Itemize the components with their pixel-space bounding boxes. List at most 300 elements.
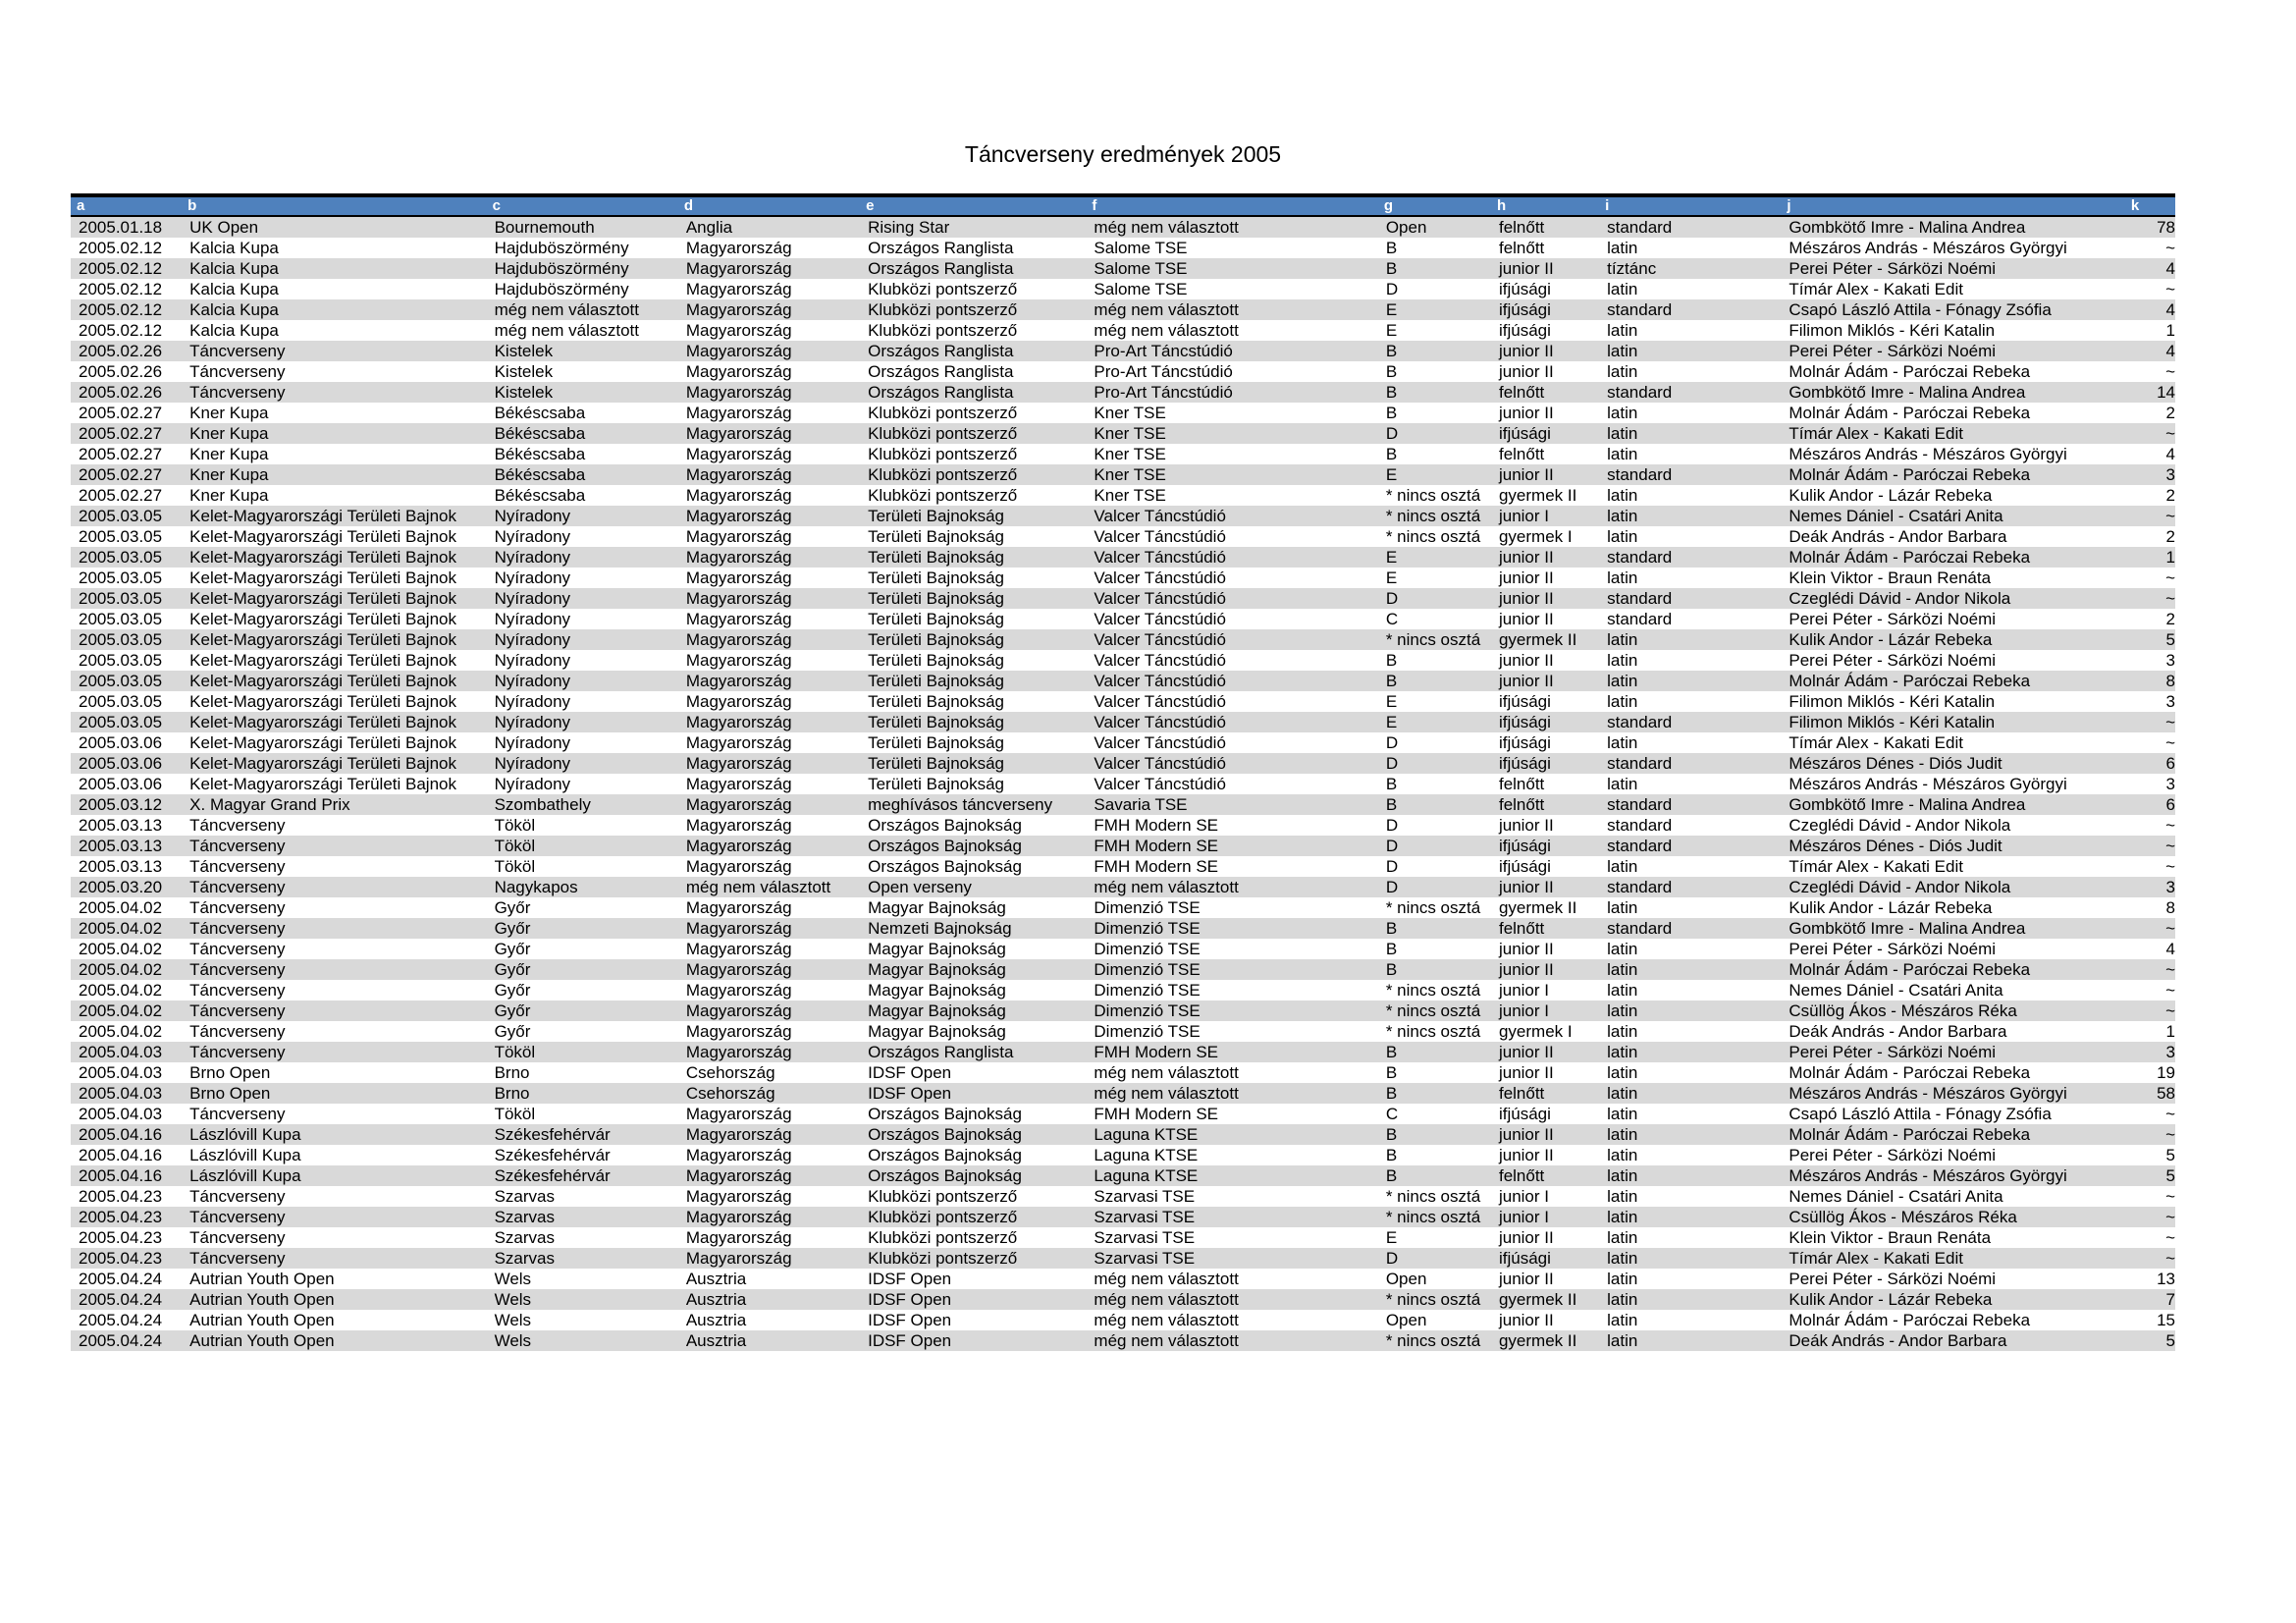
table-row — [71, 1021, 2175, 1042]
cell-i: latin — [1599, 1021, 1781, 1042]
cell-k: ~ — [2125, 959, 2175, 980]
cell-b: Kalcia Kupa — [182, 320, 486, 341]
cell-k: 3 — [2125, 650, 2175, 671]
cell-g: D — [1378, 836, 1491, 856]
table-row — [71, 485, 2175, 506]
cell-c: Szarvas — [487, 1248, 678, 1269]
table-row — [71, 526, 2175, 547]
cell-b: Táncverseny — [182, 815, 486, 836]
cell-h: junior II — [1491, 1062, 1599, 1083]
cell-k: 2 — [2125, 403, 2175, 423]
cell-a: 2005.03.05 — [71, 506, 182, 526]
cell-f: Valcer Táncstúdió — [1086, 712, 1377, 732]
cell-j: Molnár Ádám - Paróczai Rebeka — [1781, 1124, 2124, 1145]
column-header-j: j — [1781, 195, 2124, 216]
cell-b: Táncverseny — [182, 1207, 486, 1227]
cell-c: Szombathely — [487, 794, 678, 815]
cell-a: 2005.03.13 — [71, 815, 182, 836]
cell-c: Szarvas — [487, 1207, 678, 1227]
cell-i: latin — [1599, 361, 1781, 382]
cell-c: Nyíradony — [487, 609, 678, 629]
cell-g: B — [1378, 258, 1491, 279]
cell-k: ~ — [2125, 1104, 2175, 1124]
cell-a: 2005.02.27 — [71, 485, 182, 506]
cell-e: Országos Ranglista — [860, 238, 1086, 258]
cell-e: Területi Bajnokság — [860, 732, 1086, 753]
cell-e: Területi Bajnokság — [860, 671, 1086, 691]
cell-h: junior I — [1491, 1001, 1599, 1021]
table-row — [71, 1083, 2175, 1104]
cell-a: 2005.02.27 — [71, 403, 182, 423]
cell-g: E — [1378, 320, 1491, 341]
cell-f: Valcer Táncstúdió — [1086, 629, 1377, 650]
cell-g: * nincs osztá — [1378, 1207, 1491, 1227]
cell-d: Magyarország — [678, 836, 860, 856]
cell-c: Kistelek — [487, 361, 678, 382]
cell-k: 13 — [2125, 1269, 2175, 1289]
cell-h: junior II — [1491, 815, 1599, 836]
cell-k: 4 — [2125, 444, 2175, 464]
cell-g: B — [1378, 403, 1491, 423]
cell-j: Mészáros András - Mészáros Györgyi — [1781, 774, 2124, 794]
cell-b: Kalcia Kupa — [182, 258, 486, 279]
cell-b: Kner Kupa — [182, 464, 486, 485]
cell-a: 2005.02.27 — [71, 423, 182, 444]
cell-d: Magyarország — [678, 279, 860, 299]
cell-h: felnőtt — [1491, 918, 1599, 939]
cell-k: ~ — [2125, 856, 2175, 877]
cell-g: B — [1378, 238, 1491, 258]
cell-a: 2005.03.05 — [71, 609, 182, 629]
cell-d: Magyarország — [678, 444, 860, 464]
cell-e: Területi Bajnokság — [860, 650, 1086, 671]
table-row — [71, 918, 2175, 939]
cell-j: Klein Viktor - Braun Renáta — [1781, 1227, 2124, 1248]
cell-h: junior I — [1491, 980, 1599, 1001]
cell-f: Szarvasi TSE — [1086, 1248, 1377, 1269]
table-row — [71, 279, 2175, 299]
cell-j: Perei Péter - Sárközi Noémi — [1781, 650, 2124, 671]
table-row — [71, 1248, 2175, 1269]
cell-i: latin — [1599, 1330, 1781, 1351]
cell-j: Molnár Ádám - Paróczai Rebeka — [1781, 403, 2124, 423]
cell-b: Kelet-Magyarországi Területi Bajnok — [182, 753, 486, 774]
cell-a: 2005.02.26 — [71, 341, 182, 361]
cell-g: * nincs osztá — [1378, 485, 1491, 506]
cell-b: Táncverseny — [182, 980, 486, 1001]
cell-f: Pro-Art Táncstúdió — [1086, 341, 1377, 361]
cell-d: Magyarország — [678, 1207, 860, 1227]
cell-c: Tököl — [487, 856, 678, 877]
cell-d: Magyarország — [678, 1227, 860, 1248]
cell-d: Magyarország — [678, 568, 860, 588]
cell-b: Kelet-Magyarországi Területi Bajnok — [182, 732, 486, 753]
cell-i: latin — [1599, 629, 1781, 650]
cell-g: B — [1378, 671, 1491, 691]
cell-i: standard — [1599, 918, 1781, 939]
cell-j: Mészáros Dénes - Diós Judit — [1781, 836, 2124, 856]
cell-j: Molnár Ádám - Paróczai Rebeka — [1781, 671, 2124, 691]
cell-a: 2005.04.16 — [71, 1124, 182, 1145]
cell-d: Magyarország — [678, 588, 860, 609]
cell-j: Csapó László Attila - Fónagy Zsófia — [1781, 1104, 2124, 1124]
cell-g: D — [1378, 877, 1491, 897]
cell-f: még nem választott — [1086, 877, 1377, 897]
cell-j: Perei Péter - Sárközi Noémi — [1781, 1145, 2124, 1165]
cell-j: Mészáros András - Mészáros Györgyi — [1781, 238, 2124, 258]
cell-i: latin — [1599, 1042, 1781, 1062]
cell-e: Területi Bajnokság — [860, 568, 1086, 588]
cell-e: Országos Ranglista — [860, 258, 1086, 279]
cell-f: még nem választott — [1086, 1062, 1377, 1083]
cell-f: FMH Modern SE — [1086, 1042, 1377, 1062]
cell-j: Mészáros András - Mészáros Györgyi — [1781, 1165, 2124, 1186]
cell-i: latin — [1599, 671, 1781, 691]
cell-d: Magyarország — [678, 794, 860, 815]
cell-a: 2005.04.03 — [71, 1104, 182, 1124]
cell-g: B — [1378, 918, 1491, 939]
cell-j: Filimon Miklós - Kéri Katalin — [1781, 712, 2124, 732]
cell-d: Magyarország — [678, 506, 860, 526]
cell-d: Magyarország — [678, 918, 860, 939]
cell-f: Valcer Táncstúdió — [1086, 568, 1377, 588]
cell-k: 3 — [2125, 1042, 2175, 1062]
cell-j: Gombkötő Imre - Malina Andrea — [1781, 918, 2124, 939]
cell-a: 2005.02.27 — [71, 464, 182, 485]
cell-j: Filimon Miklós - Kéri Katalin — [1781, 320, 2124, 341]
cell-g: D — [1378, 753, 1491, 774]
cell-e: Területi Bajnokság — [860, 774, 1086, 794]
cell-d: Magyarország — [678, 341, 860, 361]
cell-e: Klubközi pontszerző — [860, 1227, 1086, 1248]
cell-e: Klubközi pontszerző — [860, 464, 1086, 485]
cell-g: * nincs osztá — [1378, 506, 1491, 526]
cell-g: B — [1378, 382, 1491, 403]
cell-j: Deák András - Andor Barbara — [1781, 1021, 2124, 1042]
cell-e: Magyar Bajnokság — [860, 1021, 1086, 1042]
cell-d: Csehország — [678, 1083, 860, 1104]
cell-a: 2005.03.05 — [71, 526, 182, 547]
cell-d: Ausztria — [678, 1269, 860, 1289]
cell-j: Perei Péter - Sárközi Noémi — [1781, 609, 2124, 629]
cell-g: E — [1378, 712, 1491, 732]
cell-d: Magyarország — [678, 382, 860, 403]
cell-d: Magyarország — [678, 238, 860, 258]
cell-e: Magyar Bajnokság — [860, 939, 1086, 959]
cell-d: Magyarország — [678, 959, 860, 980]
cell-h: junior II — [1491, 1227, 1599, 1248]
cell-d: Magyarország — [678, 403, 860, 423]
cell-a: 2005.04.24 — [71, 1269, 182, 1289]
cell-g: * nincs osztá — [1378, 1186, 1491, 1207]
table-row — [71, 1330, 2175, 1351]
cell-h: junior I — [1491, 1186, 1599, 1207]
cell-g: * nincs osztá — [1378, 629, 1491, 650]
cell-d: Magyarország — [678, 361, 860, 382]
cell-b: Kelet-Magyarországi Területi Bajnok — [182, 691, 486, 712]
cell-b: Táncverseny — [182, 897, 486, 918]
cell-i: latin — [1599, 1104, 1781, 1124]
cell-c: Nyíradony — [487, 712, 678, 732]
cell-e: Klubközi pontszerző — [860, 423, 1086, 444]
cell-i: latin — [1599, 485, 1781, 506]
cell-c: Nyíradony — [487, 588, 678, 609]
cell-b: Táncverseny — [182, 856, 486, 877]
cell-f: Dimenzió TSE — [1086, 918, 1377, 939]
cell-c: Nyíradony — [487, 774, 678, 794]
cell-c: Győr — [487, 897, 678, 918]
cell-a: 2005.02.26 — [71, 382, 182, 403]
table-row — [71, 1269, 2175, 1289]
cell-d: Magyarország — [678, 1104, 860, 1124]
table-row — [71, 382, 2175, 403]
cell-i: latin — [1599, 980, 1781, 1001]
cell-h: felnőtt — [1491, 774, 1599, 794]
column-header-h: h — [1491, 195, 1599, 216]
cell-i: latin — [1599, 341, 1781, 361]
cell-e: meghívásos táncverseny — [860, 794, 1086, 815]
cell-c: Kistelek — [487, 382, 678, 403]
cell-e: Területi Bajnokság — [860, 629, 1086, 650]
cell-a: 2005.03.05 — [71, 629, 182, 650]
cell-f: Dimenzió TSE — [1086, 959, 1377, 980]
cell-i: latin — [1599, 1289, 1781, 1310]
cell-b: Táncverseny — [182, 877, 486, 897]
cell-b: Kelet-Magyarországi Területi Bajnok — [182, 526, 486, 547]
cell-f: Valcer Táncstúdió — [1086, 609, 1377, 629]
cell-i: latin — [1599, 423, 1781, 444]
cell-a: 2005.03.12 — [71, 794, 182, 815]
cell-d: Magyarország — [678, 980, 860, 1001]
cell-g: Open — [1378, 1269, 1491, 1289]
cell-g: B — [1378, 1062, 1491, 1083]
cell-c: Nagykapos — [487, 877, 678, 897]
cell-c: Székesfehérvár — [487, 1145, 678, 1165]
cell-i: latin — [1599, 774, 1781, 794]
cell-f: Valcer Táncstúdió — [1086, 774, 1377, 794]
cell-c: Nyíradony — [487, 671, 678, 691]
cell-b: Brno Open — [182, 1083, 486, 1104]
cell-k: ~ — [2125, 732, 2175, 753]
cell-g: E — [1378, 299, 1491, 320]
cell-g: * nincs osztá — [1378, 1289, 1491, 1310]
cell-k: ~ — [2125, 1207, 2175, 1227]
cell-b: Táncverseny — [182, 382, 486, 403]
cell-d: Magyarország — [678, 464, 860, 485]
table-row — [71, 671, 2175, 691]
cell-d: Magyarország — [678, 423, 860, 444]
cell-d: Magyarország — [678, 815, 860, 836]
cell-b: Lászlóvill Kupa — [182, 1145, 486, 1165]
cell-d: Magyarország — [678, 753, 860, 774]
cell-h: felnőtt — [1491, 1083, 1599, 1104]
cell-c: Békéscsaba — [487, 444, 678, 464]
table-row — [71, 959, 2175, 980]
cell-f: Salome TSE — [1086, 279, 1377, 299]
cell-i: latin — [1599, 732, 1781, 753]
cell-e: Klubközi pontszerző — [860, 1248, 1086, 1269]
cell-h: junior I — [1491, 1207, 1599, 1227]
cell-i: latin — [1599, 526, 1781, 547]
table-row — [71, 1062, 2175, 1083]
cell-f: Pro-Art Táncstúdió — [1086, 382, 1377, 403]
cell-f: Valcer Táncstúdió — [1086, 547, 1377, 568]
cell-h: junior II — [1491, 877, 1599, 897]
cell-f: Dimenzió TSE — [1086, 980, 1377, 1001]
cell-f: Savaria TSE — [1086, 794, 1377, 815]
cell-h: junior II — [1491, 671, 1599, 691]
cell-b: Kelet-Magyarországi Területi Bajnok — [182, 774, 486, 794]
cell-a: 2005.04.02 — [71, 918, 182, 939]
cell-h: junior II — [1491, 258, 1599, 279]
cell-a: 2005.04.03 — [71, 1062, 182, 1083]
cell-k: ~ — [2125, 238, 2175, 258]
cell-a: 2005.02.12 — [71, 258, 182, 279]
table-row — [71, 361, 2175, 382]
cell-b: Kelet-Magyarországi Területi Bajnok — [182, 588, 486, 609]
table-row — [71, 238, 2175, 258]
cell-i: latin — [1599, 1124, 1781, 1145]
cell-d: Magyarország — [678, 671, 860, 691]
cell-i: latin — [1599, 1062, 1781, 1083]
cell-i: latin — [1599, 691, 1781, 712]
cell-i: standard — [1599, 382, 1781, 403]
cell-e: Országos Ranglista — [860, 1042, 1086, 1062]
cell-k: 2 — [2125, 609, 2175, 629]
cell-j: Perei Péter - Sárközi Noémi — [1781, 258, 2124, 279]
cell-i: latin — [1599, 1269, 1781, 1289]
cell-c: Szarvas — [487, 1227, 678, 1248]
cell-b: Kelet-Magyarországi Területi Bajnok — [182, 506, 486, 526]
cell-k: 4 — [2125, 341, 2175, 361]
cell-b: Autrian Youth Open — [182, 1310, 486, 1330]
cell-c: Győr — [487, 939, 678, 959]
table-row — [71, 506, 2175, 526]
cell-h: junior I — [1491, 506, 1599, 526]
cell-g: B — [1378, 774, 1491, 794]
cell-b: Kalcia Kupa — [182, 279, 486, 299]
cell-i: standard — [1599, 609, 1781, 629]
cell-b: Kelet-Magyarországi Területi Bajnok — [182, 609, 486, 629]
cell-e: Országos Bajnokság — [860, 836, 1086, 856]
cell-d: Magyarország — [678, 1248, 860, 1269]
cell-j: Deák András - Andor Barbara — [1781, 526, 2124, 547]
cell-c: Győr — [487, 1001, 678, 1021]
cell-f: Valcer Táncstúdió — [1086, 526, 1377, 547]
cell-h: ifjúsági — [1491, 753, 1599, 774]
cell-e: IDSF Open — [860, 1269, 1086, 1289]
cell-a: 2005.04.24 — [71, 1289, 182, 1310]
cell-h: gyermek I — [1491, 1021, 1599, 1042]
cell-h: junior II — [1491, 1269, 1599, 1289]
cell-g: * nincs osztá — [1378, 980, 1491, 1001]
cell-i: latin — [1599, 279, 1781, 299]
cell-k: 6 — [2125, 753, 2175, 774]
cell-k: ~ — [2125, 279, 2175, 299]
cell-e: Területi Bajnokság — [860, 691, 1086, 712]
cell-h: felnőtt — [1491, 1165, 1599, 1186]
cell-i: latin — [1599, 1083, 1781, 1104]
cell-c: Wels — [487, 1289, 678, 1310]
column-header-i: i — [1599, 195, 1781, 216]
cell-f: még nem választott — [1086, 299, 1377, 320]
cell-d: Magyarország — [678, 547, 860, 568]
cell-f: Pro-Art Táncstúdió — [1086, 361, 1377, 382]
cell-a: 2005.03.06 — [71, 753, 182, 774]
cell-e: Országos Bajnokság — [860, 1104, 1086, 1124]
cell-k: 4 — [2125, 299, 2175, 320]
cell-j: Molnár Ádám - Paróczai Rebeka — [1781, 1062, 2124, 1083]
cell-i: standard — [1599, 588, 1781, 609]
cell-d: Magyarország — [678, 939, 860, 959]
cell-g: Open — [1378, 1310, 1491, 1330]
cell-h: junior II — [1491, 403, 1599, 423]
cell-j: Csüllög Ákos - Mészáros Réka — [1781, 1207, 2124, 1227]
cell-c: Tököl — [487, 815, 678, 836]
cell-j: Molnár Ádám - Paróczai Rebeka — [1781, 361, 2124, 382]
column-header-row — [71, 195, 2175, 216]
cell-c: Békéscsaba — [487, 485, 678, 506]
cell-i: standard — [1599, 299, 1781, 320]
cell-k: 78 — [2125, 216, 2175, 238]
cell-d: Magyarország — [678, 299, 860, 320]
cell-b: Táncverseny — [182, 836, 486, 856]
cell-k: 1 — [2125, 1021, 2175, 1042]
cell-j: Mészáros András - Mészáros Györgyi — [1781, 1083, 2124, 1104]
cell-g: B — [1378, 1083, 1491, 1104]
cell-a: 2005.03.05 — [71, 650, 182, 671]
cell-g: E — [1378, 568, 1491, 588]
cell-k: ~ — [2125, 1227, 2175, 1248]
table-row — [71, 547, 2175, 568]
cell-d: Ausztria — [678, 1310, 860, 1330]
column-header-b: b — [182, 195, 486, 216]
cell-f: Valcer Táncstúdió — [1086, 753, 1377, 774]
cell-d: Magyarország — [678, 609, 860, 629]
cell-h: gyermek II — [1491, 897, 1599, 918]
cell-g: Open — [1378, 216, 1491, 238]
cell-d: Magyarország — [678, 526, 860, 547]
column-header-c: c — [487, 195, 678, 216]
cell-a: 2005.04.03 — [71, 1042, 182, 1062]
cell-c: Brno — [487, 1083, 678, 1104]
cell-d: még nem választott — [678, 877, 860, 897]
cell-j: Csüllög Ákos - Mészáros Réka — [1781, 1001, 2124, 1021]
cell-i: latin — [1599, 897, 1781, 918]
cell-e: Országos Bajnokság — [860, 815, 1086, 836]
table-row — [71, 712, 2175, 732]
cell-b: Brno Open — [182, 1062, 486, 1083]
table-row — [71, 1207, 2175, 1227]
cell-c: Bournemouth — [487, 216, 678, 238]
table-row — [71, 774, 2175, 794]
cell-k: 1 — [2125, 320, 2175, 341]
cell-b: Kelet-Magyarországi Területi Bajnok — [182, 671, 486, 691]
cell-i: latin — [1599, 568, 1781, 588]
cell-h: gyermek II — [1491, 1289, 1599, 1310]
table-row — [71, 258, 2175, 279]
cell-b: X. Magyar Grand Prix — [182, 794, 486, 815]
cell-a: 2005.04.03 — [71, 1083, 182, 1104]
cell-e: IDSF Open — [860, 1310, 1086, 1330]
cell-c: Nyíradony — [487, 506, 678, 526]
cell-c: Győr — [487, 959, 678, 980]
cell-k: ~ — [2125, 588, 2175, 609]
cell-h: junior II — [1491, 547, 1599, 568]
cell-c: Nyíradony — [487, 650, 678, 671]
table-row — [71, 732, 2175, 753]
cell-i: latin — [1599, 1248, 1781, 1269]
